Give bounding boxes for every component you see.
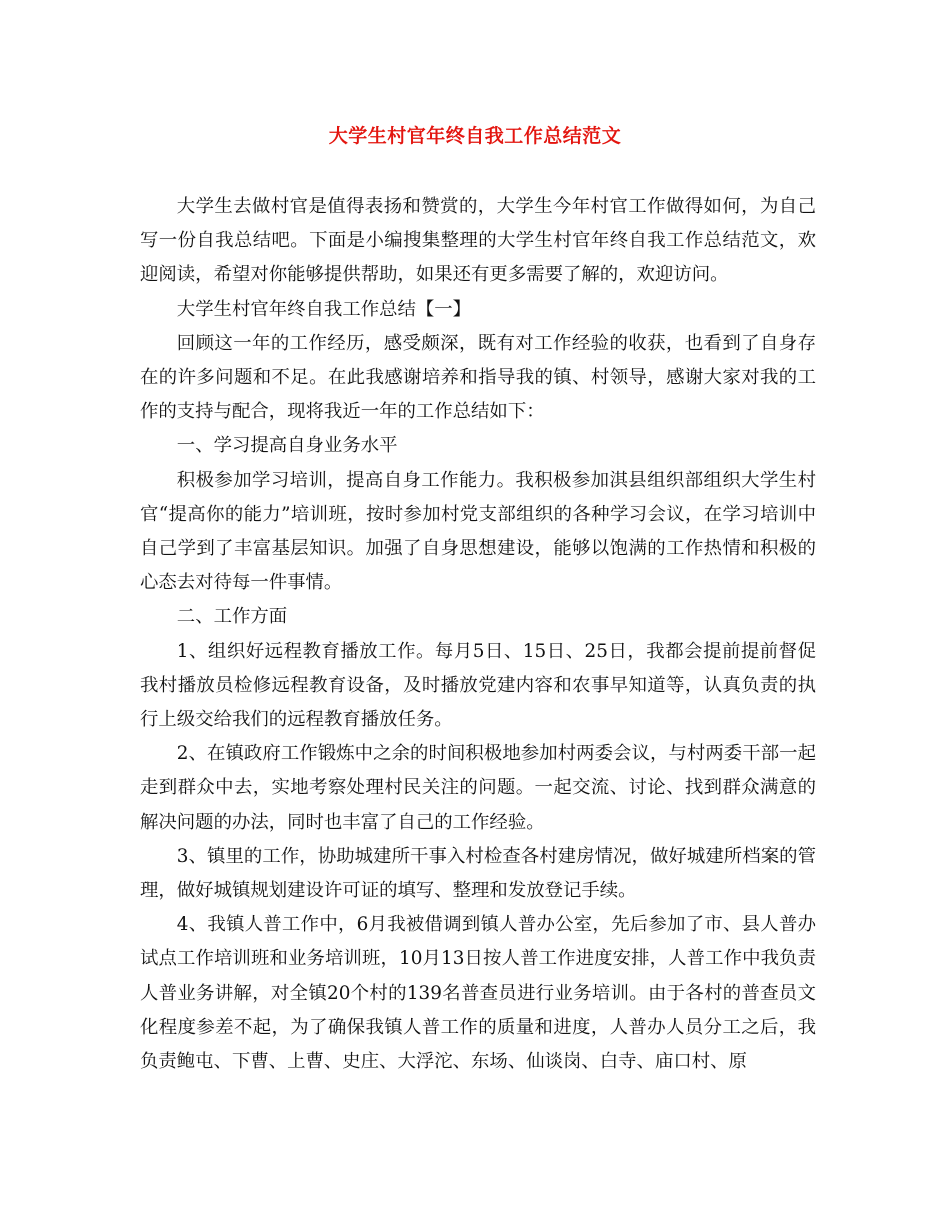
document-title: 大学生村官年终自我工作总结范文 <box>328 125 622 147</box>
review-paragraph: 回顾这一年的工作经历，感受颇深，既有对工作经验的收获，也看到了自身存在的许多问题和不足。在此我感谢培养和指导我的镇、村领导，感谢大家对我的工作的支持与配合，现将我近一年的工作总结如下： <box>140 332 816 423</box>
work-item-1: 1、组织好远程教育播放工作。每月5日、15日、25日，我都会提前提前督促我村播放员检修远程教育设备，及时播放党建内容和农事早知道等，认真负责的执行上级交给我们的远程教育播放任务。 <box>140 640 816 731</box>
section-heading-summary-one: 大学生村官年终自我工作总结【一】 <box>176 298 472 320</box>
work-item-2: 2、在镇政府工作锻炼中之余的时间积极地参加村两委会议，与村两委干部一起走到群众中去，实地考察处理村民关注的问题。一起交流、讨论、找到群众满意的解决问题的办法，同时也丰富了自己的工作经验。 <box>140 743 816 833</box>
document-body <box>140 190 816 1079</box>
work-item-3: 3、镇里的工作，协助城建所干事入村检查各村建房情况，做好城建所档案的管理，做好城镇规划建设许可证的填写、整理和发放登记手续。 <box>140 845 816 902</box>
study-paragraph: 积极参加学习培训，提高自身工作能力。我积极参加淇县组织部组织大学生村官“提高你的能力”培训班，按时参加村党支部组织的各种学习会议，在学习培训中自己学到了丰富基层知识。加强了自身思想建设，能够以饱满的工作热情和积极的心态去对待每一件事情。 <box>140 469 816 594</box>
work-item-4: 4、我镇人普工作中，6月我被借调到镇人普办公室，先后参加了市、县人普办试点工作培训班和业务培训班，10月13日按人普工作进度安排，人普工作中我负责人普业务讲解，对全镇20个村的139名普查员进行业务培训。由于各村的普查员文化程度参差不起，为了确保我镇人普工作的质量和进度，人普办人员分工之后，我负责鲍屯、下曹、上曹、史庄、大浮沱、东场、仙谈岗、白寺、庙口村、原 <box>140 914 816 1073</box>
intro-paragraph: 大学生去做村官是值得表扬和赞赏的，大学生今年村官工作做得如何，为自己写一份自我总结吧。下面是小编搜集整理的大学生村官年终自我工作总结范文，欢迎阅读，希望对你能够提供帮助，如果还有更多需要了解的，欢迎访问。 <box>140 196 816 286</box>
heading-work: 二、工作方面 <box>176 606 288 628</box>
heading-study: 一、学习提高自身业务水平 <box>176 435 398 457</box>
